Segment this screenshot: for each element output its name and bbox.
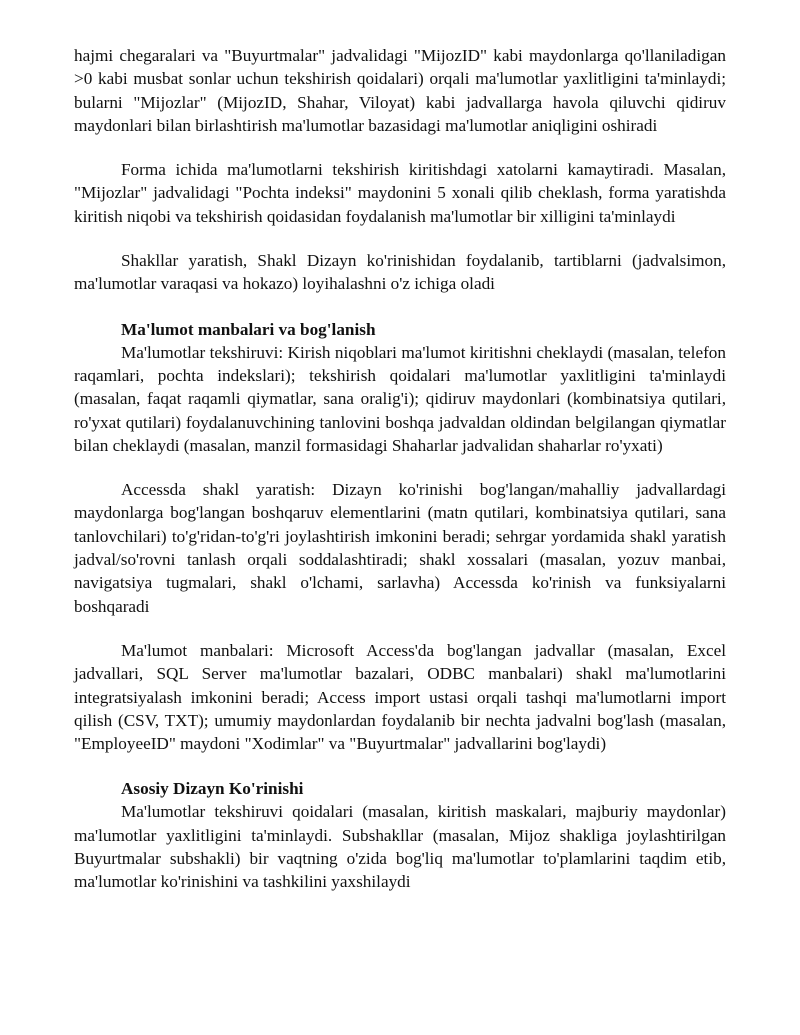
paragraph-access-form-creation: Accessda shakl yaratish: Dizayn ko'rinishi bog'langan/mahalliy jadvallardagi maydonlarga bog'langan boshqaruv elementlarini (matn qutilari, kombinatsiya qutilari, sana tanlovchilari) to'g'ridan-to'g'ri joylashtirish imkonini beradi; sehrgar yordamida shakl yaratish jadval/so'rovni tanlash orqali soddalashtiradi; shakl xossalari (masalan, yozuv manbai, navigatsiya tugmalari, shakl o'lchami, sarlavha) Accessda ko'rinish va funksiyalarni boshqaradi [74,480,726,616]
paragraph-data-validation: Ma'lumotlar tekshiruvi: Kirish niqoblari ma'lumot kiritishni cheklaydi (masalan, telefon raqamlari, pochta indekslari); tekshirish qoidalari ma'lumotlar yaxlitligini ta'minlaydi (masalan, faqat raqamli qiymatlar, sana oralig'i); qidiruv maydonlari (kombinatsiya qutilari, ro'yxat qutilari) foydalanuvchining tanlovini boshqa jadvaldan oldindan belgilangan qiymatlar bilan cheklaydi (masalan, manzil formasidagi Shaharlar jadvalidan shaharlar ro'yxati) [74,342,726,455]
paragraph-form-creation: Shakllar yaratish, Shakl Dizayn ko'rinishidan foydalanib, tartiblarni (jadvalsimon, ma'lumotlar varaqasi va hokazo) loyihalashni o'z ichiga oladi [74,251,726,294]
paragraph-continuation: hajmi chegaralari va "Buyurtmalar" jadvalidagi "MijozID" kabi maydonlarga qo'llaniladigan >0 kabi musbat sonlar uchun tekshirish qoidalari) orqali ma'lumotlar yaxlitligini ta'minlaydi; bularni "Mijozlar" (MijozID, Shahar, Viloyat) kabi jadvallarga havola qiluvchi qidiruv maydonlari bilan birlashtirish ma'lumotlar bazasidagi ma'lumotlar aniqligini oshiradi [74,46,726,135]
document-page [74,44,726,894]
paragraph-form-validation: Forma ichida ma'lumotlarni tekshirish kiritishdagi xatolarni kamaytiradi. Masalan, "Mijozlar" jadvalidagi "Pochta indeksi" maydonini 5 xonali qilib cheklash, forma yaratishda kiritish niqobi va tekshirish qoidasidan foydalanish ma'lumotlar bir xilligini ta'minlaydi [74,160,726,226]
section-heading-design-view: Asosiy Dizayn Ko'rinishi [121,779,304,799]
section-heading-data-sources: Ma'lumot manbalari va bog'lanish [121,319,376,339]
paragraph-data-sources: Ma'lumot manbalari: Microsoft Access'da bog'langan jadvallar (masalan, Excel jadvallari, SQL Server ma'lumotlar bazalari, ODBC manbalari) shakl ma'lumotlarini integratsiyalash imkonini beradi; Access import ustasi orqali tashqi ma'lumotlarni import qilish (CSV, TXT); umumiy maydonlardan foydalanib bir nechta jadvalni bog'lash (masalan, "EmployeeID" maydoni "Xodimlar" va "Buyurtmalar" jadvallarini bog'laydi) [74,640,726,754]
paragraph-validation-rules: Ma'lumotlar tekshiruvi qoidalari (masalan, kiritish maskalari, majburiy maydonlar) ma'lumotlar yaxlitligini ta'minlaydi. Subshakllar (masalan, Mijoz shakliga joylashtirilgan Buyurtmalar subshakli) bir vaqtning o'zida bog'liq ma'lumotlar to'plamlarini taqdim etib, ma'lumotlar ko'rinishini va tashkilini yaxshilaydi [74,802,726,892]
